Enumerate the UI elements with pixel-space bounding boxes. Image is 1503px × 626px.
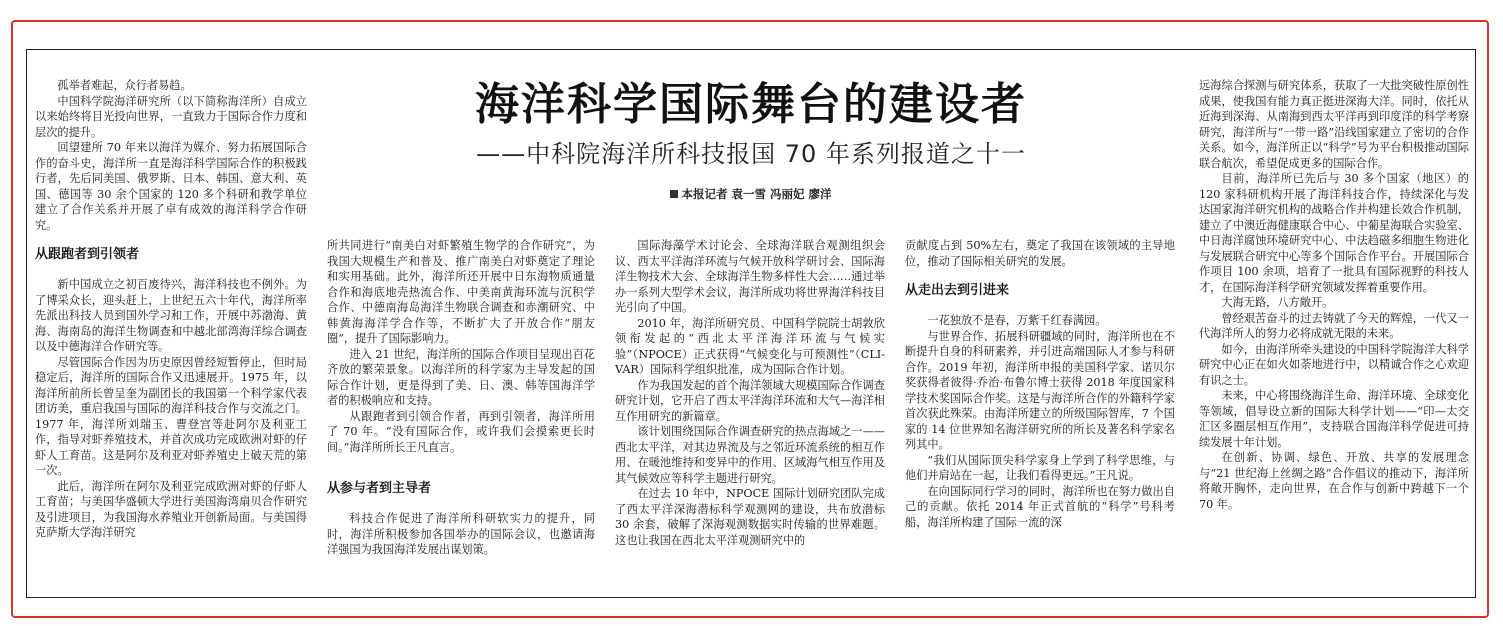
paragraph: 在向国际同行学习的同时，海洋所也在努力做出自己的贡献。依托 2014 年正式首航的“科学”号科考船，海洋所构建了国际一流的深 (905, 484, 1175, 529)
paragraph: 孤举者难起，众行者易趋。 (57, 79, 192, 92)
paragraph: 大海无路，八方敞开。 (1221, 296, 1334, 309)
paragraph: 回望建所 70 年来以海洋为媒介、努力拓展国际合作的奋斗史，海洋所一直是海洋科学国际合作的积极践行者，先后同美国、俄罗斯、日本、韩国、意大利、英国、德国等 30 余个国家的 120 多个科研和教学单位建立了合作关系并开展了卓有成效的海洋科学合作研究。 (35, 141, 307, 232)
section-heading: 从参与者到主导者 (327, 481, 432, 496)
section-heading: 从走出去到引进来 (905, 283, 1010, 298)
article-title: 海洋科学国际舞台的建设者 (475, 79, 1027, 130)
paragraph: 尽管国际合作因为历史原因曾经短暂停止，但时局稳定后，海洋所的国际合作又迅速展开。1975 年，以海洋所前所长曾呈奎为副团长的我国第一个科学家代表团访美，重启我国与国际的海洋科技合作与交流之门。1977 年，海洋所刘瑞玉、曹登宫等赴阿尔及利亚工作，指导对虾养殖技术，并首次成功完成欧洲对虾的仔虾人工育苗。这是阿尔及利亚对虾养殖史上破天荒的第一次。 (35, 355, 307, 477)
paragraph: 贡献度占到 50%左右，奠定了我国在该领域的主导地位，推动了国际相关研究的发展。 (905, 239, 1175, 268)
text-column-5 (1199, 78, 1469, 598)
paragraph: 科技合作促进了海洋所科研软实力的提升，同时，海洋所积极参加各国举办的国际会议，也邀请海洋强国为我国海洋发展出谋划策。 (327, 512, 595, 556)
paragraph: 国际海藻学术讨论会、全球海洋联合观测组织会议、西太平洋海洋环流与气候开放科学研讨会、国际海洋生物技术大会、全球海洋生物多样性大会……通过举办一系列大型学术会议，海洋所成功将世界海洋科技目光引向了中国。 (615, 239, 885, 314)
text-column-4 (905, 238, 1175, 598)
paragraph: 中国科学院海洋研究所（以下简称海洋所）自成立以来始终将目光投向世界，一直致力于国际合作力度和层次的提升。 (35, 94, 307, 139)
paragraph: 从跟跑者到引领合作者，再到引领者，海洋所用了 70 年。“没有国际合作，或许我们会摸索更长时间。”海洋所所长王凡直言。 (327, 409, 595, 454)
paragraph: 在创新、协调、绿色、开放、共享的发展理念与“21 世纪海上丝绸之路”合作倡议的推动下，海洋所将敞开胸怀，走向世界，在合作与创新中跨越下一个 70 年。 (1199, 451, 1469, 511)
paragraph: 在过去 10 年中，NPOCE 国际计划研究团队完成了西太平洋深海潜标科学观测网的建设，共布放潜标 30 余套，破解了深海观测数据实时传输的世界难题。这也让我国在西北太平洋观测研究中的 (615, 487, 885, 547)
byline-square-icon (670, 190, 678, 198)
newspaper-clipping (26, 49, 1476, 598)
paragraph: 未来，中心将围绕海洋生命、海洋环境、全球变化等领域，倡导设立新的国际大科学计划——“印—太交汇区多圈层相互作用”，支持联合国海洋科学促进可持续发展十年计划。 (1199, 389, 1469, 449)
paragraph: 该计划围绕国际合作调查研究的热点海域之一——西北太平洋，对其边界流及与之邻近环流系统的相互作用、在暖池维持和变异中的作用、区域海气相互作用及其气候效应等科学主题进行研究。 (615, 425, 885, 485)
paragraph: 远海综合探测与研究体系，获取了一大批突破性原创性成果，使我国有能力真正挺进深海大洋。同时，依托从近海到深海、从南海到西太平洋再到印度洋的科学考察研究，海洋所与“一带一路”沿线国家建立了密切的合作关系。如今，海洋所正以“科学”号为平台积极推动国际联合航次，希望促成更多的国际合作。 (1199, 79, 1469, 170)
paragraph: 如今，由海洋所牵头建设的中国科学院海洋大科学研究中心正在如火如荼地进行中，以精诚合作之心欢迎有识之士。 (1199, 342, 1469, 387)
paragraph: 2010 年，海洋所研究员、中国科学院院士胡敦欣领衔发起的“西北太平洋海洋环流与气候实验”（NPOCE）正式获得“气候变化与可预测性”（CLI-VAR）国际科学组织批准，成为国际合作计划。 (615, 316, 885, 376)
paragraph: 一花独放不是春，万紫千红春满园。 (927, 314, 1107, 327)
section-heading: 从跟跑者到引领者 (35, 247, 140, 262)
paragraph: “我们从国际顶尖科学家身上学到了科学思维，与他们并肩站在一起，让我们看得更远。”王凡说。 (905, 453, 1175, 482)
paragraph: 作为我国发起的首个海洋领域大规模国际合作调查研究计划，它开启了西太平洋海洋环流和大气—海洋相互作用研究的新篇章。 (615, 378, 885, 423)
text-column-3 (615, 238, 885, 598)
text-column-2 (327, 238, 595, 598)
paragraph: 进入 21 世纪，海洋所的国际合作项目呈现出百花齐放的繁荣景象。以海洋所的科学家为主导发起的国际合作计划，更是得到了美、日、澳、韩等国海洋学者的积极响应和支持。 (327, 347, 595, 407)
paragraph: 此后，海洋所在阿尔及利亚完成欧洲对虾的仔虾人工育苗；与美国华盛顿大学进行美国海湾扇贝合作研究及引进项目，为我国海水养殖业开创新局面。与美国得克萨斯大学海洋研究 (35, 479, 307, 539)
text-column-1 (35, 78, 307, 598)
article-subtitle: ——中科院海洋所科技报国 70 年系列报道之十一 (476, 140, 1026, 168)
paragraph: 目前，海洋所已先后与 30 多个国家（地区）的 120 家科研机构开展了海洋科技合作，持续深化与发达国家海洋研究机构的战略合作并构建长效合作机制，建立了中澳近海健康联合中心、中葡星海联合实验室、中日海洋腐蚀环境研究中心、中法趋磁多细胞生物进化与发展联合研究中心等多个国际合作平台。开展国际合作项目 100 余项，培育了一批具有国际视野的科技人才，在国际海洋科学研究领域发挥着重要作用。 (1199, 172, 1469, 294)
paragraph: 曾经艰苦奋斗的过去铸就了今天的辉煌，一代又一代海洋所人的努力必将成就无限的未来。 (1199, 311, 1469, 340)
article-headline-block (327, 78, 1175, 202)
paragraph: 与世界合作、拓展科研疆域的同时，海洋所也在不断提升自身的科研素养，并引进高端国际人才参与科研合作。2019 年初，海洋所申报的美国科学家、诺贝尔奖获得者彼得·乔治·布鲁尔博士获得 2018 年度国家科学技术奖国际合作奖。这是与海洋所合作的外籍科学家首次获此殊荣。由海洋所建立的所级国际智库，7 个国家的 14 位世界知名海洋研究所的所长及著名科学家名列其中。 (905, 329, 1175, 451)
paragraph: 新中国成立之初百废待兴，海洋科技也不例外。为了博采众长，迎头赶上，上世纪五六十年代，海洋所率先派出科技人员到国外学习和工作，开展中苏渤海、黄海、海南岛的海洋生物调查和中越北部湾海洋综合调查以及中德海洋合作研究等。 (35, 278, 307, 353)
byline-text: 本报记者 袁一雪 冯丽妃 廖洋 (681, 187, 832, 201)
paragraph: 所共同进行“南美白对虾繁殖生物学的合作研究”，为我国大规模生产和普及、推广南美白对虾奠定了理论和实用基础。此外，海洋所还开展中日东海物质通量合作和海底地壳热流合作、中美南黄海环流与沉积学合作、中德南海岛海洋生物联合调查和赤潮研究、中韩黄海海洋学合作等，不断扩大了开放合作“朋友圈”，提升了国际影响力。 (327, 239, 595, 345)
article-byline (327, 186, 1175, 202)
